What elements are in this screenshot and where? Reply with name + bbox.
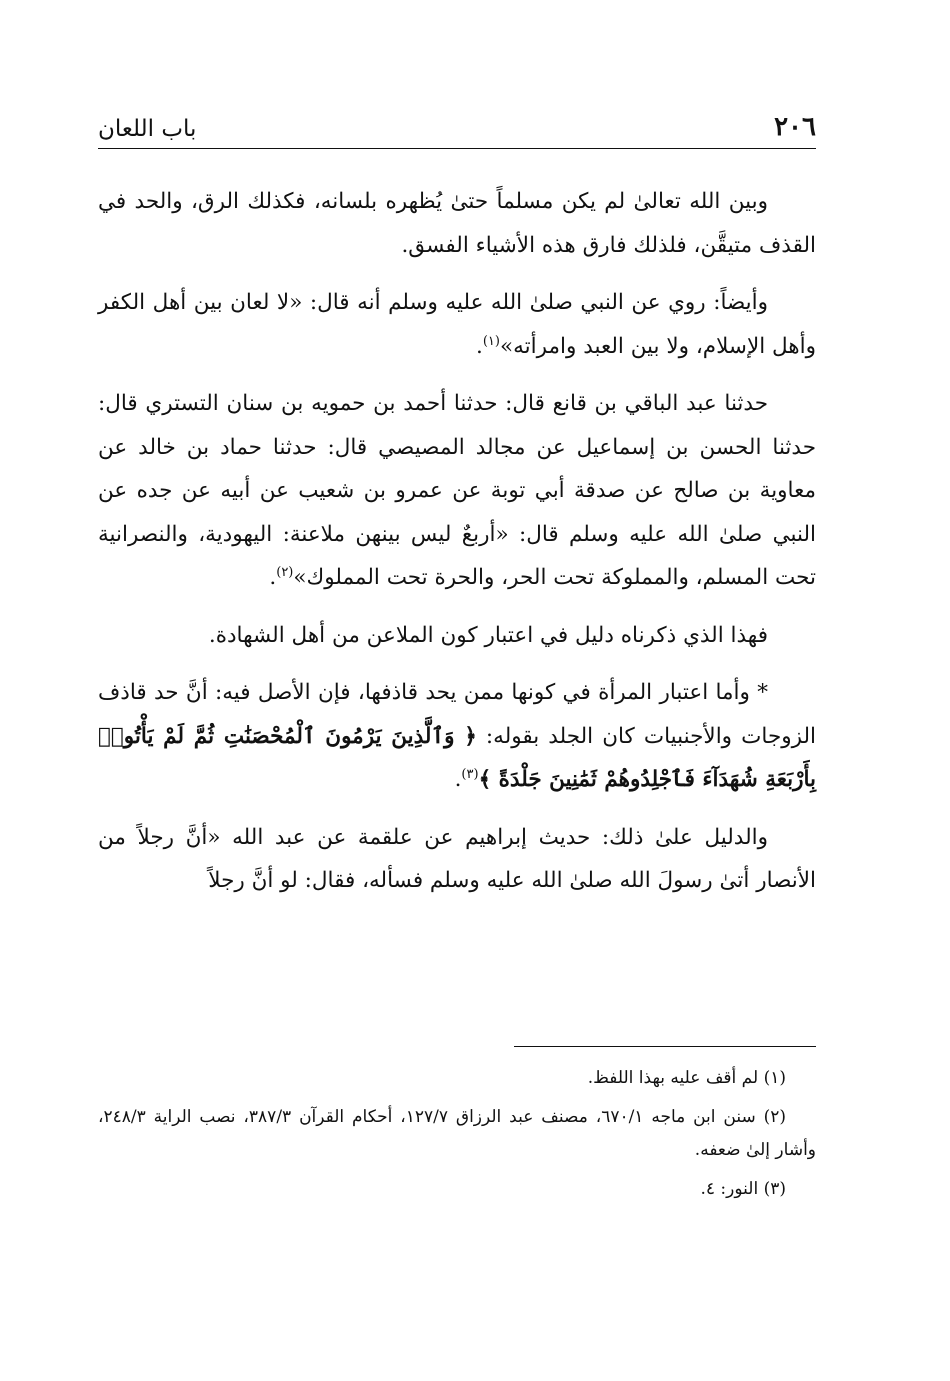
footnote-3: (٣) النور: ٤. bbox=[700, 1179, 786, 1199]
paragraph-5-text: * وأما اعتبار المرأة في كونها ممن يحد قاذفها، فإن الأصل فيه: أنَّ حد قاذف الزوجات والأجنبيات كان الجلد بقوله: bbox=[98, 680, 816, 749]
footnotes bbox=[98, 1062, 816, 1212]
paragraph-2: وأيضاً: روي عن النبي صلىٰ الله عليه وسلم أنه قال: «لا لعان بين أهل الكفر وأهل الإسلام، ولا بين العبد وامرأته»$^{(١)}$. bbox=[98, 290, 816, 359]
quran-verse: ﴿ وَٱلَّذِينَ يَرْمُونَ ٱلْمُحْصَنَٰتِ ثُمَّ لَمْ يَأْتُوا۟ بِأَرْبَعَةِ شُهَدَآءَ فَٱجْلِدُوهُمْ ثَمَٰنِينَ جَلْدَةً ﴾ bbox=[98, 723, 816, 792]
paragraph-4-text: فهذا الذي ذكرناه دليل في اعتبار كون الملاعن من أهل الشهادة. bbox=[208, 622, 768, 648]
main-text bbox=[98, 180, 816, 917]
header-divider bbox=[98, 148, 816, 149]
page-header bbox=[98, 108, 816, 142]
paragraph-6 bbox=[98, 816, 816, 903]
paragraph-1 bbox=[98, 180, 816, 267]
paragraph-3: حدثنا عبد الباقي بن قانع قال: حدثنا أحمد بن حمويه بن سنان التستري قال: حدثنا الحسن بن إسماعيل عن مجالد المصيصي قال: حدثنا حماد بن خالد عن معاوية بن صالح عن صدقة أبي توبة عن عمرو بن شعيب عن أبيه عن جده عن النبي صلىٰ الله عليه وسلم قال: «أربعٌ ليس بينهن ملاعنة: اليهودية، والنصرانية تحت المسلم، والمملوكة تحت الحر، والحرة تحت المملوك»$^{(٢)}$. bbox=[98, 391, 816, 590]
footnote-ref-1: (١) bbox=[482, 333, 500, 349]
footnote-2: (٢) سنن ابن ماجه ٦٧٠/١، مصنف عبد الرزاق ١٢٧/٧، أحكام القرآن ٣٨٧/٣، نصب الراية ٢٤٨/٣، وأشار إلىٰ ضعفه. bbox=[98, 1107, 816, 1160]
paragraph-2-text: وأيضاً: روي عن النبي صلىٰ الله عليه وسلم أنه قال: «لا لعان بين أهل الكفر وأهل الإسلام، ولا بين العبد وامرأته» bbox=[98, 290, 816, 359]
footnote-1: (١) لم أقف عليه بهذا اللفظ. bbox=[587, 1068, 786, 1088]
chapter-title: باب اللعان bbox=[98, 116, 197, 142]
paragraph-4 bbox=[98, 614, 816, 658]
book-page bbox=[98, 0, 816, 1381]
footnote-ref-3: (٣) bbox=[461, 766, 479, 782]
paragraph-5: * وأما اعتبار المرأة في كونها ممن يحد قاذفها، فإن الأصل فيه: أنَّ حد قاذف الزوجات والأجنبيات كان الجلد بقوله: ﴿ وَٱلَّذِينَ يَرْمُونَ ٱلْمُحْصَنَٰتِ ثُمَّ لَمْ يَأْتُوا۟ بِأَرْبَعَةِ شُهَدَآءَ فَٱجْلِدُوهُمْ ثَمَٰنِينَ جَلْدَةً ﴾$^{(٣)}$. bbox=[98, 680, 816, 792]
footnote-divider bbox=[514, 1046, 816, 1047]
paragraph-3-text: حدثنا عبد الباقي بن قانع قال: حدثنا أحمد بن حمويه بن سنان التستري قال: حدثنا الحسن بن إسماعيل عن مجالد المصيصي قال: حدثنا حماد بن خالد عن معاوية بن صالح عن صدقة أبي توبة عن عمرو بن شعيب عن أبيه عن جده عن النبي صلىٰ الله عليه وسلم قال: «أربعٌ ليس بينهن ملاعنة: اليهودية، والنصرانية تحت المسلم، والمملوكة تحت الحر، والحرة تحت المملوك» bbox=[98, 391, 816, 590]
footnote-ref-2: (٢) bbox=[276, 564, 294, 580]
paragraph-6-text: والدليل علىٰ ذلك: حديث إبراهيم عن علقمة عن عبد الله «أنَّ رجلاً من الأنصار أتىٰ رسولَ الله صلىٰ الله عليه وسلم فسأله، فقال: لو أنَّ رجلاً bbox=[98, 824, 816, 893]
paragraph-1-text: وبين الله تعالىٰ لم يكن مسلماً حتىٰ يُظهره بلسانه، فكذلك الرق، والحد في القذف متيقَّن، فلذلك فارق هذه الأشياء الفسق. bbox=[98, 189, 816, 258]
page-number: ٢٠٦ bbox=[774, 112, 816, 142]
